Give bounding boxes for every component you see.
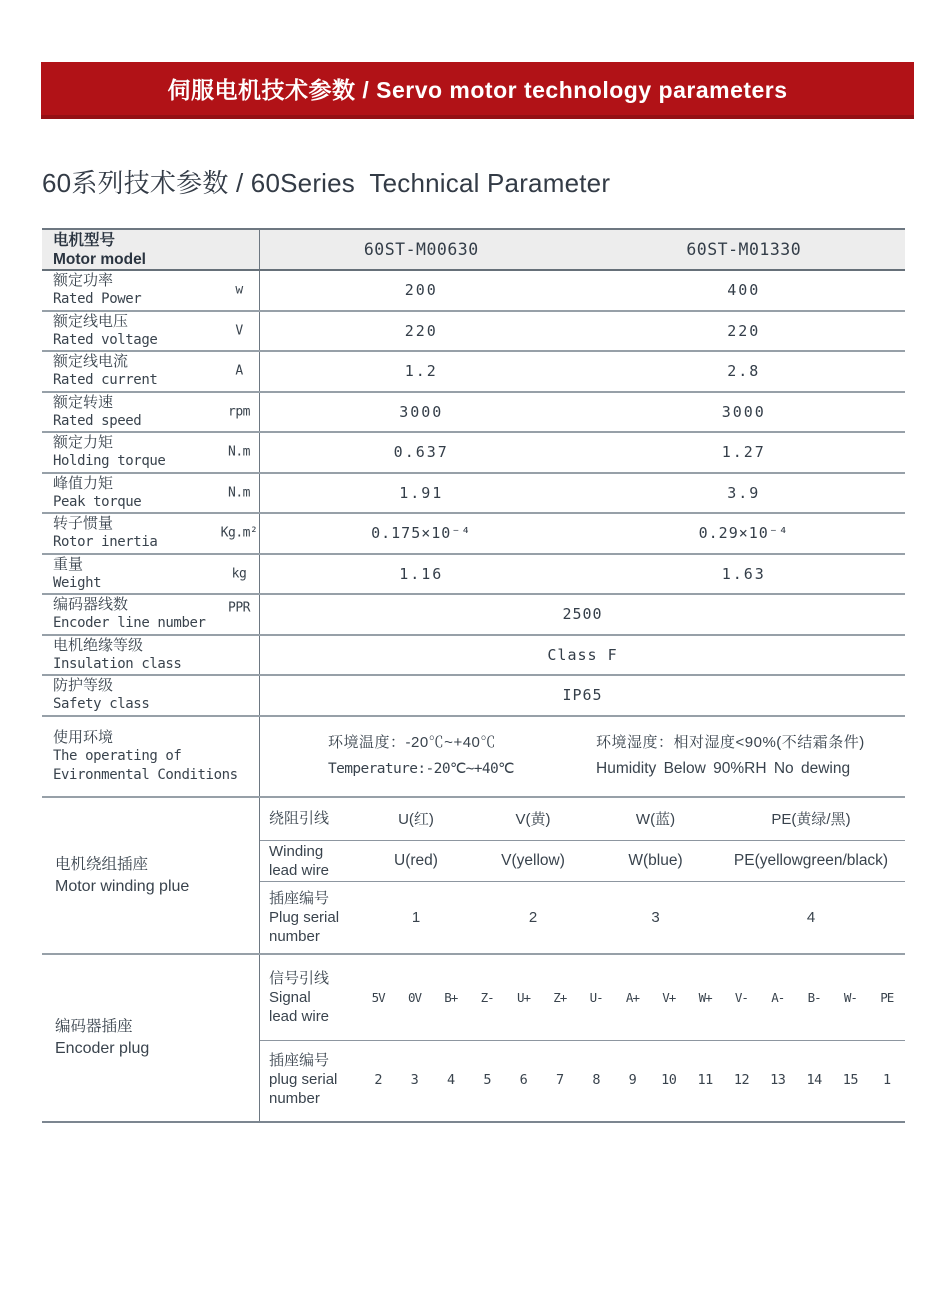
- row-label-en2: Evironmental Conditions: [53, 766, 238, 783]
- row-label-cell: [42, 555, 260, 594]
- encoder-subrow-label-zh: 信号引线: [269, 969, 330, 987]
- winding-serial-3: 3: [651, 908, 660, 926]
- value-model1: 220: [404, 321, 438, 340]
- winding-pe-zh: PE(黄绿/黑): [771, 811, 851, 829]
- row-label-zh: 电机绝缘等级: [53, 636, 144, 654]
- pin-label: U+: [516, 989, 530, 1005]
- serial-number: 11: [697, 1071, 713, 1088]
- winding-u-en: U(red): [394, 852, 438, 870]
- value-model1: 0.637: [393, 443, 449, 462]
- serial-number: 5: [483, 1071, 491, 1088]
- value-model2: 0.29×10⁻⁴: [698, 524, 789, 543]
- winding-section-label: [42, 798, 260, 953]
- row-label-cell: [42, 595, 260, 634]
- row-values: [260, 393, 905, 432]
- row-label-en: Weight: [53, 574, 102, 591]
- winding-subrow-label-line2: number: [269, 927, 320, 945]
- row-unit: N.m: [228, 444, 250, 460]
- winding-subrow-label: [260, 889, 360, 946]
- row-unit: A: [235, 363, 243, 379]
- row-label-cell: [42, 312, 260, 351]
- row-label-en: Peak torque: [53, 493, 142, 510]
- header-label-en: Motor model: [53, 250, 146, 268]
- winding-u-zh: U(红): [398, 811, 434, 829]
- pin-label: PE: [880, 989, 894, 1005]
- row-label-cell: [42, 393, 260, 432]
- encoder-pin-labels: [360, 990, 905, 1005]
- row-label-zh: 使用环境: [53, 728, 114, 746]
- encoder-subrow-label-line2: number: [269, 1090, 320, 1107]
- table-row-rated-speed: [42, 393, 905, 434]
- pin-label: Z-: [480, 989, 494, 1005]
- row-values: [260, 271, 905, 310]
- pin-label: Z+: [553, 989, 567, 1005]
- encoder-subrow-label-line1: plug serial: [269, 1071, 338, 1088]
- pin-label: B+: [444, 989, 458, 1005]
- header-label-zh: 电机型号: [53, 231, 116, 249]
- serial-number: 4: [447, 1071, 455, 1088]
- temperature-zh: 环境温度：-20℃~+40℃: [328, 734, 496, 751]
- pin-label: W-: [843, 989, 857, 1005]
- value-model1: 1.91: [399, 483, 444, 502]
- encoder-subrow-label-line1: Signal: [269, 988, 311, 1006]
- winding-subrow-label-text: 绕阻引线: [269, 810, 330, 828]
- table-section-motor-winding-plug: [42, 798, 905, 955]
- pin-label: U-: [589, 989, 603, 1005]
- encoder-subrow-label-line2: lead wire: [269, 1007, 330, 1025]
- row-label-zh: 重量: [53, 555, 84, 573]
- encoder-signal-row: [260, 955, 905, 1041]
- merged-value: Class F: [547, 645, 618, 664]
- winding-section-body: [260, 798, 905, 953]
- row-unit: PPR: [228, 600, 250, 616]
- merged-value: IP65: [562, 686, 603, 705]
- winding-w-en: W(blue): [628, 852, 683, 870]
- spec-table: [42, 228, 905, 1123]
- serial-number: 15: [842, 1071, 859, 1088]
- winding-w-zh: W(蓝): [635, 811, 676, 829]
- encoder-serial-row: [260, 1041, 905, 1119]
- red-title-banner: [41, 62, 914, 119]
- table-row-environment: [42, 717, 905, 798]
- serial-number: 3: [410, 1071, 419, 1088]
- value-model1: 0.175×10⁻⁴: [371, 524, 472, 543]
- row-unit: V: [235, 323, 243, 339]
- winding-subrow-label: [260, 809, 360, 828]
- row-label-cell: [42, 433, 260, 472]
- serial-number: 2: [374, 1071, 382, 1088]
- row-unit: N.m: [228, 485, 250, 501]
- winding-subrow-label: [260, 842, 360, 880]
- serial-number: 6: [519, 1071, 528, 1088]
- pin-label: 5V: [371, 989, 385, 1005]
- value-model1: 1.2: [404, 362, 438, 381]
- pin-label: V+: [662, 989, 676, 1005]
- row-unit: kg: [231, 566, 247, 582]
- row-values: [260, 514, 905, 553]
- row-label-zh: 额定功率: [53, 272, 114, 290]
- row-label-cell: [42, 271, 260, 310]
- table-row-rated-power: [42, 271, 905, 312]
- row-label-en: Rated speed: [53, 412, 142, 429]
- winding-subrow-label-line1: Plug serial: [269, 908, 340, 926]
- value-model1: 1.16: [399, 564, 444, 583]
- pin-label: V-: [734, 989, 748, 1005]
- row-values: [260, 555, 905, 594]
- row-label-zh: 编码器线数: [53, 596, 129, 614]
- value-model1: 200: [404, 281, 438, 300]
- value-model2: 2.8: [727, 362, 761, 381]
- row-unit: w: [235, 282, 243, 298]
- winding-serial-1: 1: [411, 908, 421, 926]
- winding-pe-en: PE(yellowgreen/black): [733, 852, 889, 870]
- row-label-zh: 额定线电流: [53, 353, 129, 371]
- table-row-safety-class: [42, 676, 905, 717]
- table-row-encoder-line-number: [42, 595, 905, 636]
- row-values: [260, 312, 905, 351]
- row-label-en: Rotor inertia: [53, 534, 158, 551]
- page-title: 60系列技术参数 / 60Series Technical Parameter: [42, 168, 611, 198]
- row-label-cell: [42, 514, 260, 553]
- table-row-rated-voltage: [42, 312, 905, 353]
- winding-label-en: Motor winding plue: [55, 877, 190, 895]
- humidity-en: Humidity Below 90%RH No dewing: [596, 760, 851, 777]
- value-model2: 220: [727, 321, 761, 340]
- winding-v-zh: V(黄): [515, 811, 551, 829]
- encoder-serial-numbers: [360, 1072, 905, 1088]
- pin-label: A+: [625, 989, 639, 1005]
- row-label-en: Rated current: [53, 372, 158, 389]
- humidity-zh: 环境湿度：相对湿度<90%(不结霜条件): [596, 734, 865, 751]
- value-model2: 1.27: [721, 443, 766, 462]
- temperature-block: [328, 730, 572, 782]
- winding-plug-serial-row: [260, 882, 905, 953]
- serial-number: 12: [733, 1071, 750, 1088]
- row-label-en: Insulation class: [53, 655, 182, 672]
- pin-label: A-: [771, 989, 785, 1005]
- serial-number: 7: [555, 1071, 564, 1088]
- row-label-zh: 防护等级: [53, 677, 114, 695]
- winding-subrow-label-line2: lead wire: [269, 862, 330, 880]
- row-values: [260, 474, 905, 513]
- encoder-label-en: Encoder plug: [55, 1040, 150, 1057]
- row-label-zh: 额定转速: [53, 393, 114, 411]
- value-model2: 400: [727, 281, 761, 300]
- serial-number: 1: [882, 1071, 891, 1088]
- table-section-encoder-plug: [42, 955, 905, 1121]
- value-model2: 1.63: [721, 564, 766, 583]
- winding-subrow-label-zh: 插座编号: [269, 889, 330, 907]
- row-label-zh: 额定力矩: [53, 434, 114, 452]
- winding-label-zh: 电机绕组插座: [55, 855, 149, 873]
- winding-v-en: V(yellow): [501, 852, 565, 870]
- row-label-zh: 峰值力矩: [53, 474, 114, 492]
- value-model2: 3.9: [727, 483, 761, 502]
- row-label-en: Encoder line number: [53, 615, 206, 632]
- row-unit: Kg.m²: [220, 525, 258, 541]
- merged-value: 2500: [562, 605, 603, 624]
- row-label-zh: 额定线电压: [53, 312, 129, 330]
- row-values: [260, 433, 905, 472]
- environment-values: [260, 717, 905, 796]
- row-label-cell: [42, 676, 260, 715]
- value-model2: 3000: [721, 402, 766, 421]
- row-label-cell: [42, 352, 260, 391]
- row-label-cell: [42, 717, 260, 796]
- table-row-holding-torque: [42, 433, 905, 474]
- row-label-en: Holding torque: [53, 453, 166, 470]
- encoder-subrow-label-zh: 插座编号: [269, 1052, 330, 1069]
- row-label-cell: [42, 636, 260, 675]
- winding-lead-wire-en-row: [260, 841, 905, 882]
- table-row-weight: [42, 555, 905, 596]
- banner-title: 伺服电机技术参数 / Servo motor technology parameters: [167, 77, 788, 103]
- encoder-section-label: [42, 955, 260, 1121]
- row-label-zh: 转子惯量: [53, 515, 114, 533]
- row-label-en: Safety class: [53, 696, 150, 713]
- serial-number: 13: [770, 1071, 786, 1088]
- row-label-en: Rated Power: [53, 291, 142, 308]
- row-unit: rpm: [228, 404, 250, 420]
- winding-subrow-label-line1: Winding: [269, 843, 324, 861]
- serial-number: 10: [661, 1071, 677, 1088]
- model-1: 60ST-M00630: [363, 240, 479, 259]
- pin-label: W+: [698, 989, 712, 1005]
- serial-number: 8: [592, 1071, 600, 1088]
- header-label-cell: [42, 230, 260, 269]
- table-row-rated-current: [42, 352, 905, 393]
- serial-number: 14: [806, 1071, 822, 1088]
- table-header-row: [42, 230, 905, 271]
- row-values: [260, 352, 905, 391]
- encoder-subrow-label: [260, 1051, 360, 1108]
- pin-label: 0V: [407, 989, 422, 1005]
- pin-label: B-: [807, 989, 821, 1005]
- winding-lead-wire-zh-row: [260, 798, 905, 842]
- row-label-cell: [42, 474, 260, 513]
- row-label-en1: The operating of: [53, 747, 182, 764]
- header-models: [260, 230, 905, 269]
- encoder-section-body: [260, 955, 905, 1121]
- winding-serial-2: 2: [528, 908, 538, 926]
- row-label-en: Rated voltage: [53, 331, 158, 348]
- serial-number: 9: [628, 1071, 637, 1088]
- table-row-peak-torque: [42, 474, 905, 515]
- table-row-rotor-inertia: [42, 514, 905, 555]
- table-row-insulation-class: [42, 636, 905, 677]
- winding-serial-4: 4: [806, 908, 816, 926]
- model-2: 60ST-M01330: [686, 240, 802, 259]
- humidity-block: [596, 730, 865, 782]
- encoder-label-zh: 编码器插座: [55, 1018, 133, 1035]
- value-model1: 3000: [399, 402, 444, 421]
- temperature-en: Temperature:-20℃~+40℃: [328, 761, 514, 777]
- encoder-subrow-label: [260, 969, 360, 1026]
